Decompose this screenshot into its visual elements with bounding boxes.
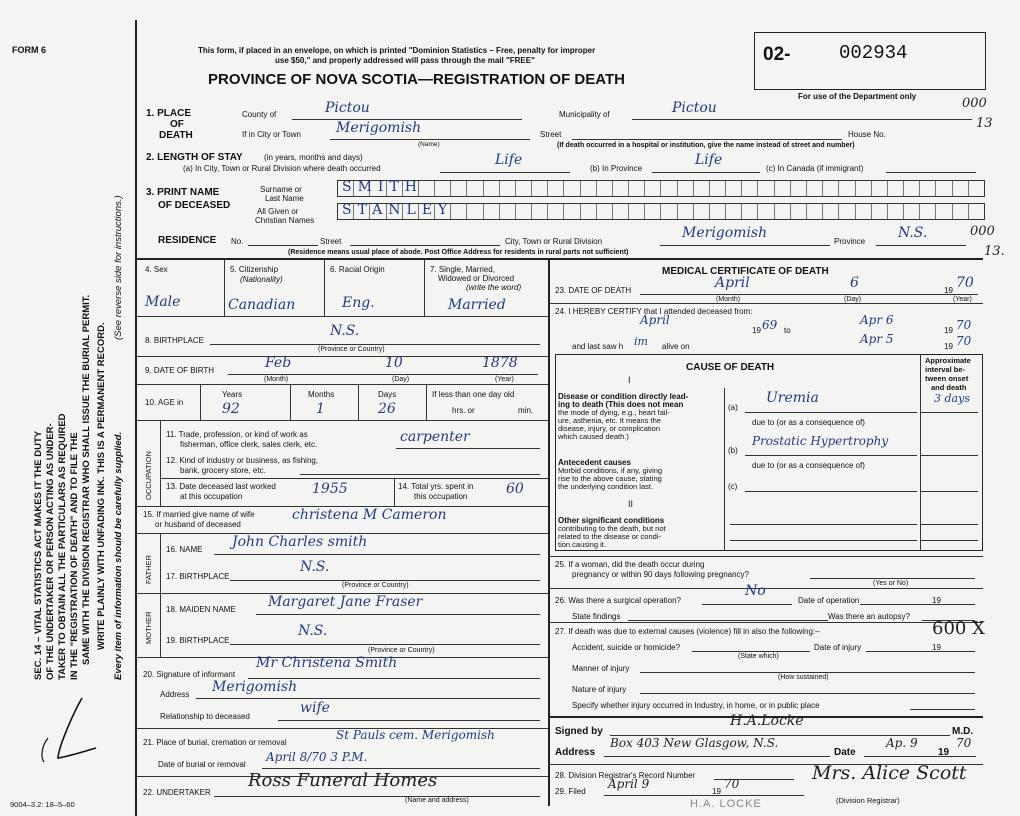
length-of-stay-label: 2. LENGTH OF STAY: [146, 152, 243, 163]
sex-label: 4. Sex: [145, 265, 168, 274]
registrar-initial-mark: [30, 690, 110, 770]
years-spent-label1: 14. Total yrs. spent in: [398, 482, 474, 491]
citizenship-value: Canadian: [228, 297, 296, 313]
corner-mark-1: 000: [962, 96, 987, 111]
sex-col-border: [224, 258, 225, 316]
informant-address-label: Address: [160, 690, 190, 699]
racial-origin-value: Eng.: [342, 295, 375, 311]
sex-value: Male: [145, 294, 181, 310]
place-of-death-label1: 1. PLACE: [146, 108, 192, 119]
city-name-sub: (Name): [418, 141, 440, 148]
death-year-sub: (Year): [953, 296, 972, 303]
last-saw-date: Apr 5: [860, 332, 894, 346]
last-saw-year: 70: [956, 334, 972, 348]
nature-of-injury-line: [640, 693, 975, 694]
last-saw-him: im: [634, 335, 648, 348]
mother-side-label: MOTHER: [144, 611, 153, 644]
father-side-label: FATHER: [144, 554, 153, 584]
age-days-label: Days: [378, 390, 397, 399]
county-label: County of: [242, 110, 277, 119]
side-notice-line6: WRITE PLAINLY WITH UNFADING INK. THIS IS A PERMANENT RECORD.: [96, 322, 107, 650]
birthplace-sub: (Province or Country): [318, 346, 385, 353]
medical-certificate-title: MEDICAL CERTIFICATE OF DEATH: [662, 266, 829, 277]
part-i-label: I: [628, 375, 631, 385]
father-name-line: [214, 554, 540, 555]
dob-month: Feb: [265, 355, 292, 371]
nature-of-injury-label: Nature of injury: [572, 685, 627, 694]
signed-by-label: Signed by: [555, 726, 603, 737]
spouse-label2: or husband of deceased: [155, 520, 241, 529]
interval-b-line: [920, 455, 978, 456]
registrar-record-label: 28. Division Registrar's Record Number: [555, 771, 696, 780]
last-worked-label2: at this occupation: [180, 492, 243, 501]
attended-from: April: [640, 313, 670, 327]
trade-value: carpenter: [400, 429, 470, 445]
signed-date-label: Date: [834, 747, 856, 758]
medical-row-25: [548, 556, 983, 557]
date-of-operation-line: [860, 604, 975, 605]
attended-from-year: 69: [762, 318, 778, 332]
death-day: 6: [850, 275, 859, 291]
interval-c-line: [920, 491, 978, 492]
occupation-side-border: [160, 420, 161, 506]
interval-label1: Approximate: [925, 356, 971, 365]
interval-col-border: [920, 354, 921, 551]
other-conditions-label4: tion causing it.: [558, 540, 606, 549]
given-names-label2: Christian Names: [255, 216, 315, 225]
cause-b-line: [745, 455, 917, 456]
place-of-death-label2: OF: [170, 119, 184, 130]
burial-date-value: April 8/70 3 P.M.: [266, 750, 368, 764]
side-notice-line1: SEC. 14 – VITAL STATISTICS ACT MAKES IT THE DUTY: [33, 430, 44, 680]
md-label: M.D.: [952, 726, 974, 737]
signed-year: 70: [956, 736, 972, 750]
spouse-label1: 15. If married give name of wife: [143, 510, 255, 519]
stay-a-line: [440, 172, 570, 173]
side-notice-line4: IN THE "REGISTRATION OF DEATH" AND TO FILE THE: [69, 432, 80, 680]
row-line-10: [137, 384, 548, 385]
stay-b-line: [652, 172, 760, 173]
signed-19: 19: [938, 747, 950, 758]
cause-a-label: (a): [728, 403, 738, 412]
other-line-2: [730, 540, 917, 541]
undertaker-sub: (Name and address): [405, 797, 469, 804]
burial-place-label: 21. Place of burial, cremation or removal: [143, 738, 287, 747]
age-years: 92: [222, 401, 240, 417]
dob-year: 1878: [482, 355, 518, 371]
state-findings-line: [628, 620, 828, 621]
occupation-col-14: [394, 478, 395, 506]
residence-label: RESIDENCE: [158, 235, 217, 246]
age-months: 1: [316, 401, 325, 417]
death-month-sub: (Month): [716, 296, 741, 303]
age-label: 10. AGE in: [145, 398, 184, 407]
place-of-death-label3: DEATH: [159, 130, 193, 141]
print-name-label2: OF DECEASED: [158, 200, 231, 211]
hospital-note: (If death occurred in a hospital or institution, give the name instead of street and number): [557, 142, 855, 149]
external-causes-label: 27. If death was due to external causes (violence) fill in also the following:–: [555, 627, 820, 636]
father-side-border: [160, 533, 161, 593]
interval-other-line2: [920, 540, 978, 541]
dept-use-note: For use of the Department only: [798, 92, 917, 101]
given-names-value: STANLEY: [342, 202, 454, 218]
citizenship-label1: 5. Citizenship: [230, 265, 279, 274]
other-line-1: [730, 524, 917, 525]
stay-b-label: (b) In Province: [590, 164, 643, 173]
dob-day: 10: [385, 355, 403, 371]
doctor-address-line: [604, 756, 830, 757]
date-of-injury-line: [866, 651, 975, 652]
antecedent-label4: the underlying condition last.: [558, 482, 654, 491]
direct-cause-label5: disease, injury, or complication: [558, 424, 660, 433]
pregnancy-yes-no: (Yes or No): [873, 580, 909, 587]
length-of-stay-sub: (in years, months and days): [264, 153, 363, 162]
stay-c-line: [886, 172, 976, 173]
filed-19: 19: [712, 787, 721, 796]
signed-date: Ap. 9: [886, 736, 918, 750]
informant-address: Merigomish: [212, 679, 298, 695]
relationship-label: Relationship to deceased: [160, 712, 250, 721]
city-value: Merigomish: [336, 120, 422, 136]
injury-19: 19: [932, 643, 941, 652]
manner-of-injury-label: Manner of injury: [572, 664, 630, 673]
min-label: min.: [518, 406, 534, 415]
given-names-label1: All Given or: [257, 207, 299, 216]
main-grid-divider: [548, 258, 550, 806]
date-of-death-line: [640, 294, 978, 295]
father-birthplace-label: 17. BIRTHPLACE: [166, 572, 230, 581]
date-of-injury-label: Date of injury: [814, 643, 862, 652]
attended-to: Apr 6: [860, 313, 894, 327]
less-than-day-label: If less than one day old: [432, 390, 515, 399]
form-number: FORM 6: [12, 45, 47, 55]
cause-label-col-border: [724, 388, 725, 551]
print-name-label1: 3. PRINT NAME: [146, 187, 220, 198]
side-notice-line5: SAME WITH THE DIVISION REGISTRAR WHO SHALL ISSUE THE BURIAL PERMIT.: [81, 294, 92, 665]
death-year-prefix: 19: [944, 286, 953, 295]
father-name-label: 16. NAME: [166, 545, 203, 554]
how-sustained: (How sustained): [778, 674, 829, 681]
dob-day-sub: (Day): [392, 376, 410, 383]
reg-number: 002934: [839, 42, 908, 64]
residence-city-label: City, Town or Rural Division: [505, 237, 603, 246]
mother-name-value: Margaret Jane Fraser: [268, 594, 423, 610]
registration-number-box: [754, 32, 986, 90]
form-code: 9004–3.2: 18–5–60: [10, 800, 75, 809]
mother-birthplace-label: 19. BIRTHPLACE: [166, 636, 230, 645]
residence-province-label: Province: [834, 237, 866, 246]
last-worked-value: 1955: [312, 481, 348, 497]
undertaker-value: Ross Funeral Homes: [248, 770, 438, 791]
trade-label2: fisherman, office clerk, sales clerk, etc.: [180, 440, 318, 449]
residence-province-line: [876, 245, 966, 246]
burial-date-line: [262, 768, 540, 769]
pregnancy-label2: pregnancy or within 90 days following pregnancy?: [572, 570, 749, 579]
registrar-signature: Mrs. Alice Scott: [812, 762, 967, 784]
dob-label: 9. DATE OF BIRTH: [145, 366, 215, 375]
informant-signature: Mr Christena Smith: [256, 655, 398, 671]
interval-other-line1: [920, 524, 978, 525]
cause-of-death-title: CAUSE OF DEATH: [686, 362, 775, 373]
cit-col-border: [324, 258, 325, 316]
residence-street-line: [350, 245, 500, 246]
medical-row-24: [548, 303, 983, 304]
county-value: Pictou: [325, 100, 370, 116]
side-notice-line3: TAKER TO OBTAIN ALL THE PARTICULARS AS REQUIRED: [57, 413, 68, 680]
filed-date: April 9: [608, 777, 650, 791]
residence-city-line: [660, 245, 830, 246]
code-mark: 600 X: [932, 618, 985, 639]
side-notice-line2: OF THE UNDERTAKER OR PERSON ACTING AS UNDER-: [45, 423, 56, 680]
residence-province-value: N.S.: [898, 225, 928, 241]
industry-line: [300, 474, 540, 475]
surgical-line: [702, 604, 792, 605]
city-town-label: If in City or Town: [242, 130, 301, 139]
birthplace-label: 8. BIRTHPLACE: [145, 336, 204, 345]
informant-address-line: [196, 698, 540, 699]
surgical-value: No: [745, 583, 766, 599]
mother-side-border: [160, 593, 161, 657]
industry-label2: bank, grocery store, etc.: [180, 466, 266, 475]
residence-note: (Residence means usual place of abode. Post Office Address for residents in rural parts not sufficient): [288, 249, 629, 256]
surname-label2: Last Name: [265, 194, 304, 203]
last-worked-label1: 13. Date deceased last worked: [166, 482, 276, 491]
trade-label1: 11. Trade, profession, or kind of work as: [166, 430, 308, 439]
death-month: April: [715, 275, 750, 291]
antecedent-label2: Morbid conditions, if any, giving: [558, 466, 663, 475]
direct-cause-label1: Disease or condition directly lead-: [558, 392, 689, 401]
filed-line: [604, 795, 804, 796]
age-col-4: [426, 384, 427, 420]
cause-c-label: (c): [728, 482, 738, 491]
mother-birthplace-line: [230, 644, 540, 645]
undertaker-line: [214, 796, 540, 797]
surname-grid: [337, 180, 985, 197]
municipality-line: [632, 119, 972, 120]
side-notice-line7: Every item of information should be carefully supplied.: [113, 431, 124, 680]
trade-line: [396, 448, 540, 449]
age-years-label: Years: [222, 390, 243, 399]
part-ii-label: II: [628, 499, 634, 509]
pregnancy-label1: 25. If a woman, did the death occur during: [555, 560, 705, 569]
filed-year: 70: [724, 777, 740, 791]
cause-b-label: (b): [728, 446, 738, 455]
certify-label: 24. I HEREBY CERTIFY that I attended deceased from:: [555, 307, 753, 316]
father-birthplace-value: N.S.: [300, 559, 330, 575]
age-col-1: [200, 384, 201, 420]
state-which: (State which): [738, 653, 779, 660]
date-of-death-label: 23. DATE OF DEATH: [555, 286, 632, 295]
years-spent-value: 60: [506, 481, 524, 497]
antecedent-label1: Antecedent causes: [558, 458, 631, 467]
medical-row-27: [548, 622, 983, 623]
last-saw-19: 19: [944, 342, 953, 351]
cause-a-value: Uremia: [766, 390, 819, 406]
racial-origin-label: 6. Racial Origin: [330, 265, 385, 274]
dob-year-sub: (Year): [495, 376, 514, 383]
dob-month-sub: (Month): [264, 376, 289, 383]
corner-mark-2: 13: [976, 116, 993, 131]
other-conditions-label1: Other significant conditions: [558, 516, 665, 525]
form-title: PROVINCE OF NOVA SCOTIA—REGISTRATION OF DEATH: [208, 71, 625, 88]
antecedent-label3: rise to the above cause, stating: [558, 474, 662, 483]
mailing-notice-line2: use $50," and properly addressed will pass through the mail "FREE": [275, 56, 535, 65]
house-no-label: House No.: [848, 130, 886, 139]
registrar-sub: (Division Registrar): [836, 796, 900, 805]
stay-a-value: Life: [495, 152, 523, 168]
surname-label1: Surname or: [260, 185, 302, 194]
specify-injury-label: Specify whether injury occurred in Industry, in home, or in public place: [572, 701, 820, 710]
main-grid-top: [137, 258, 983, 260]
hrs-label: hrs. or: [452, 406, 475, 415]
attended-to-year: 70: [956, 318, 972, 332]
direct-cause-label2: ing to death (This does not mean: [558, 400, 684, 409]
undertaker-label: 22. UNDERTAKER: [143, 788, 211, 797]
death-day-sub: (Day): [844, 296, 862, 303]
municipality-value: Pictou: [672, 100, 717, 116]
signed-date-line: [864, 756, 976, 757]
operation-19: 19: [932, 596, 941, 605]
relationship-line: [278, 720, 540, 721]
direct-cause-label6: which caused death.): [558, 432, 629, 441]
age-col-3: [358, 384, 359, 420]
autopsy-label: Was there an autopsy?: [828, 612, 910, 621]
doctor-address: Box 403 New Glasgow, N.S.: [610, 736, 779, 750]
years-spent-label2: this occupation: [414, 492, 468, 501]
stay-c-label: (c) In Canada (if immigrant): [766, 164, 864, 173]
occupation-side-label: OCCUPATION: [144, 451, 153, 500]
birthplace-value: N.S.: [330, 323, 360, 339]
cause-c-line: [745, 491, 917, 492]
stay-a-label: (a) In City, Town or Rural Division where death occurred: [183, 164, 381, 173]
surname-value: SMITH: [342, 179, 424, 195]
corner-mark-4: 13.: [984, 244, 1005, 259]
row-line-8: [137, 316, 548, 317]
relationship-value: wife: [300, 700, 330, 716]
doctor-address-label: Address: [555, 747, 596, 758]
industry-label1: 12. Kind of industry or business, as fishing,: [166, 456, 319, 465]
accident-label: Accident, suicide or homicide?: [572, 643, 681, 652]
cause-b-value: Prostatic Hypertrophy: [752, 434, 889, 448]
mailing-notice-line1: This form, if placed in an envelope, on which is printed "Dominion Statistics – Free, penalty for improper: [198, 46, 596, 55]
other-conditions-label2: contributing to the death, but not: [558, 524, 666, 533]
other-conditions-label3: related to the disease or condi-: [558, 532, 661, 541]
date-of-operation-label: Date of operation: [798, 596, 860, 605]
interval-label3: tween onset: [925, 374, 969, 383]
alive-on-label: alive on: [662, 342, 690, 351]
marital-label2: Widowed or Divorced: [438, 274, 515, 283]
marital-label3: (write the word): [466, 283, 522, 292]
death-year: 70: [956, 275, 974, 291]
interval-a-value: 3 days: [934, 392, 970, 405]
mother-name-line: [256, 614, 540, 615]
mother-birthplace-value: N.S.: [298, 623, 328, 639]
street-label: Street: [540, 130, 562, 139]
street-line: [572, 139, 842, 140]
occupation-row-line: [160, 478, 548, 479]
due-to-label-a: due to (or as a consequence of): [752, 418, 865, 427]
mother-birthplace-sub: (Province or Country): [368, 647, 435, 654]
burial-place-value: St Pauls cem. Merigomish: [336, 728, 495, 742]
municipality-label: Municipality of: [559, 110, 610, 119]
age-col-2: [290, 384, 291, 420]
specify-injury-line: [910, 709, 975, 710]
citizenship-label2: (Nationality): [240, 275, 283, 284]
age-days: 26: [378, 401, 396, 417]
stay-b-value: Life: [695, 152, 723, 168]
filed-label: 29. Filed: [555, 787, 586, 796]
interval-a-line: [920, 412, 978, 413]
informant-signature-label: 20. Signature of informant: [143, 670, 236, 679]
marital-label1: 7. Single, Married,: [430, 265, 495, 274]
marital-value: Married: [448, 297, 506, 313]
father-birthplace-sub: (Province or Country): [342, 582, 409, 589]
state-findings-label: State findings: [572, 612, 621, 621]
form-left-border: [135, 20, 137, 816]
residence-no-label: No.: [231, 237, 244, 246]
residence-street-label: Street: [320, 237, 342, 246]
interval-label4: and death: [931, 383, 967, 392]
father-name-value: John Charles smith: [232, 534, 368, 550]
corner-mark-3: 000: [970, 224, 995, 239]
attended-19b: 19: [944, 326, 953, 335]
interval-label2: interval be-: [925, 365, 966, 374]
last-saw-label: and last saw h: [572, 342, 624, 351]
race-col-border: [424, 258, 425, 316]
attended-19a: 19: [752, 326, 761, 335]
due-to-label-b: due to (or as a consequence of): [752, 461, 865, 470]
surgical-label: 26. Was there a surgical operation?: [555, 596, 681, 605]
row-line-11: [137, 420, 548, 421]
cause-a-line: [745, 412, 917, 413]
side-notice-line8: (See reverse side for instructions.): [113, 195, 124, 340]
residence-no-line: [248, 245, 318, 246]
residence-city-value: Merigomish: [682, 225, 768, 241]
direct-cause-label4: ure, asthenia, etc. It means the: [558, 416, 661, 425]
reg-number-prefix: 02-: [763, 44, 791, 65]
signed-by-value: H.A.Locke: [730, 713, 804, 729]
attended-to-label: to: [784, 326, 791, 335]
direct-cause-label3: the mode of dying, e.g., heart fail-: [558, 408, 670, 417]
spouse-value: christena M Cameron: [292, 507, 447, 523]
mother-name-label: 18. MAIDEN NAME: [166, 605, 236, 614]
burial-date-label: Date of burial or removal: [158, 760, 246, 769]
age-months-label: Months: [308, 390, 335, 399]
doctor-stamp: H.A. LOCKE: [690, 798, 762, 810]
